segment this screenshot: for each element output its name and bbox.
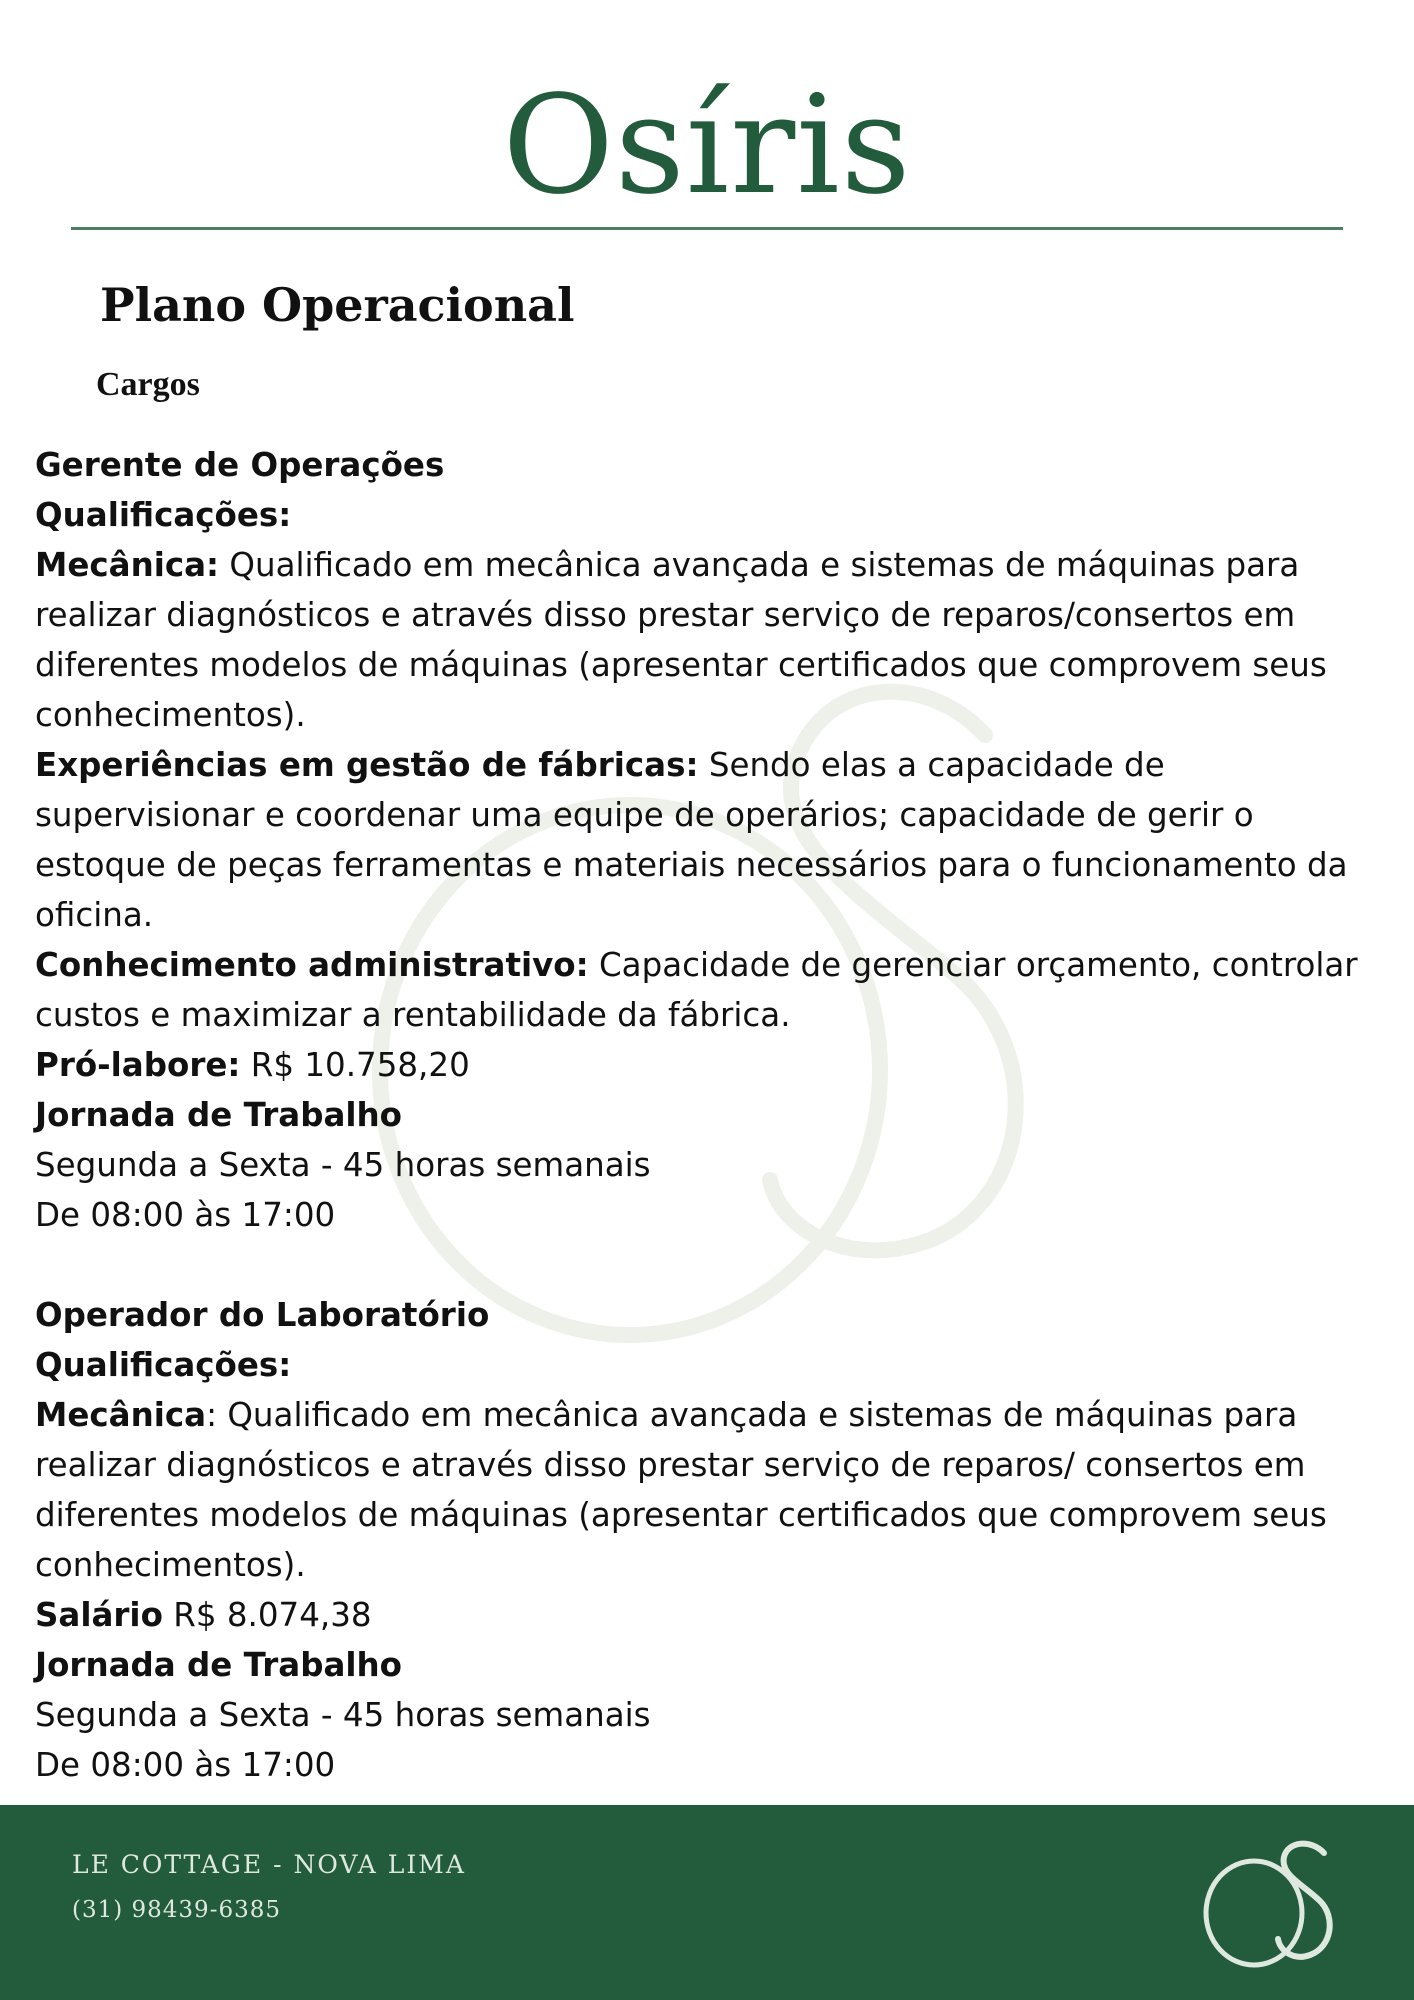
- mechanics-label: Mecânica: [35, 1396, 207, 1434]
- pay-label: Pró-labore:: [35, 1046, 241, 1084]
- mechanics-paragraph: [35, 1390, 1385, 1590]
- work-days: Segunda a Sexta - 45 horas semanais: [35, 1146, 651, 1184]
- mechanics-text: Qualificado em mecânica avançada e sistemas de máquinas para realizar diagnósticos e através disso prestar serviço de reparos/consertos em diferentes modelos de máquinas (apresentar certificados que comprovem seus conhecimentos).: [35, 546, 1327, 734]
- work-hours-label: Jornada de Trabalho: [35, 1096, 403, 1134]
- mechanics-text: : Qualificado em mecânica avançada e sistemas de máquinas para realizar diagnósticos e através disso prestar serviço de reparos/ consertos em diferentes modelos de máquinas (apresentar certificados que comprovem seus conhecimentos).: [35, 1396, 1327, 1584]
- section-title: Cargos: [96, 366, 200, 403]
- admin-text: Capacidade de gerenciar orçamento, controlar custos e maximizar a rentabilidade da fábrica.: [35, 946, 1358, 1034]
- work-time: De 08:00 às 17:00: [35, 1746, 336, 1784]
- admin-paragraph: [35, 940, 1385, 1040]
- experience-label: Experiências em gestão de fábricas:: [35, 746, 699, 784]
- footer-address: LE COTTAGE - NOVA LIMA: [72, 1850, 466, 1879]
- role-lab-operator: [35, 1290, 1385, 1790]
- qualifications-label: Qualificações:: [35, 496, 292, 534]
- role-title: Gerente de Operações: [35, 446, 445, 484]
- qualifications-label: Qualificações:: [35, 1346, 292, 1384]
- footer: [0, 1805, 1414, 2000]
- plan-title: Plano Operacional: [100, 278, 575, 332]
- work-time: De 08:00 às 17:00: [35, 1196, 336, 1234]
- experience-text: Sendo elas a capacidade de supervisionar e coordenar uma equipe de operários; capacidade de gerir o estoque de peças ferramentas e materiais necessários para o funcionamento da oficina.: [35, 746, 1348, 934]
- pay-value: R$ 10.758,20: [250, 1046, 470, 1084]
- pay-value: R$ 8.074,38: [173, 1596, 372, 1634]
- header-divider: [71, 227, 1343, 230]
- footer-phone: (31) 98439-6385: [72, 1897, 281, 1923]
- mechanics-label: Mecânica:: [35, 546, 220, 584]
- section-spacer: [35, 1240, 1385, 1290]
- pay-line: [35, 1590, 1385, 1640]
- document-body: [35, 440, 1385, 1790]
- pay-label: Salário: [35, 1596, 163, 1634]
- brand-title: Osíris: [502, 67, 912, 225]
- role-operations-manager: [35, 440, 1385, 1240]
- work-hours-label: Jornada de Trabalho: [35, 1646, 403, 1684]
- pay-line: [35, 1040, 1385, 1090]
- os-monogram-icon: [1196, 1835, 1336, 1975]
- experience-paragraph: [35, 740, 1385, 940]
- admin-label: Conhecimento administrativo:: [35, 946, 589, 984]
- role-title: Operador do Laboratório: [35, 1296, 490, 1334]
- work-days: Segunda a Sexta - 45 horas semanais: [35, 1696, 651, 1734]
- mechanics-paragraph: [35, 540, 1385, 740]
